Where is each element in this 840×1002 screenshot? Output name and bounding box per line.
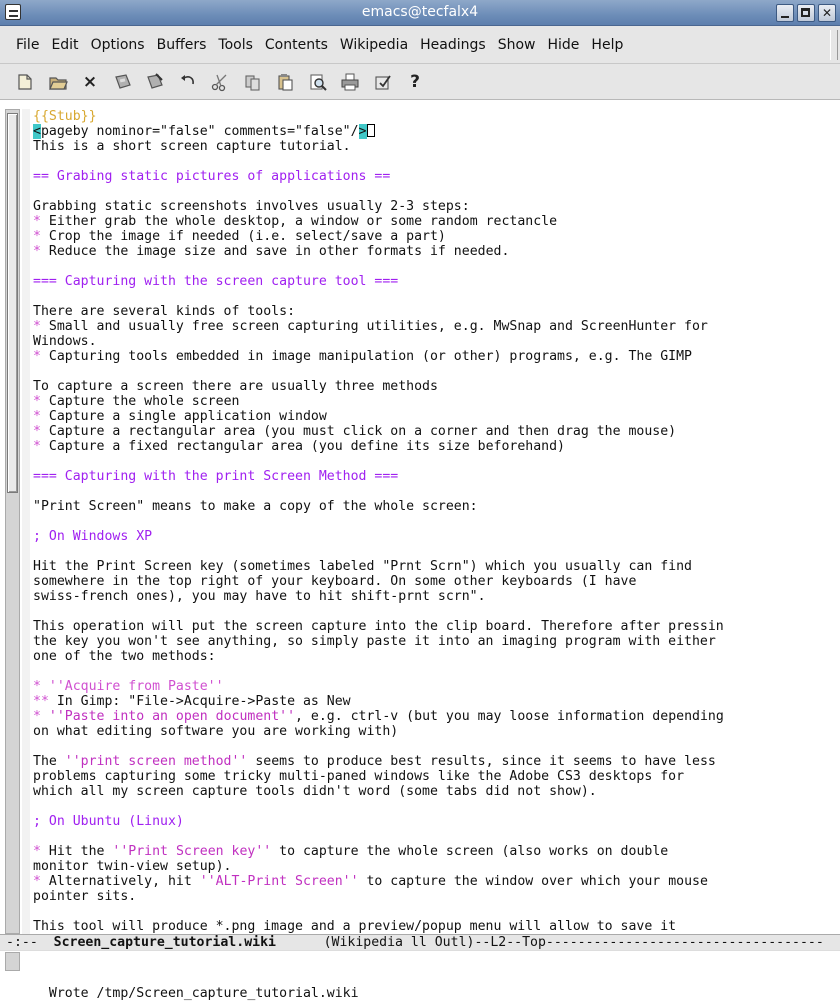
text-bullet: * — [33, 214, 41, 229]
paste-icon[interactable] — [272, 69, 298, 95]
minibuffer-scrollbar[interactable] — [5, 952, 20, 971]
menubar-grip — [830, 30, 838, 60]
buffer-line[interactable] — [33, 424, 823, 439]
text-segment: monitor twin-view setup). — [33, 859, 232, 874]
buffer-line[interactable] — [33, 169, 823, 184]
text-segment: Capture a fixed rectangular area (you define its size beforehand) — [40, 439, 565, 454]
buffer-line[interactable] — [33, 409, 823, 424]
text-bullet: * — [33, 709, 41, 724]
text-segment: which all my screen capture tools didn't word (some tabs did not show). — [33, 784, 597, 799]
save-as-icon[interactable] — [142, 69, 168, 95]
buffer-line[interactable] — [33, 874, 823, 889]
buffer-line[interactable] — [33, 919, 823, 934]
buffer-line[interactable] — [33, 484, 823, 499]
buffer-line[interactable] — [33, 799, 823, 814]
text-segment: This tool will produce *.png image and a preview/popup menu will allow to save it — [33, 919, 677, 934]
buffer-line[interactable] — [33, 859, 823, 874]
text-segment: Grabbing static screenshots involves usually 2-3 steps: — [33, 199, 470, 214]
buffer-line[interactable] — [33, 769, 823, 784]
text-heading: === Capturing with the screen capture tool === — [33, 274, 399, 289]
menu-file[interactable]: File — [16, 36, 40, 53]
text-bullet: * — [33, 874, 41, 889]
copy-icon[interactable] — [240, 69, 266, 95]
buffer-line[interactable] — [33, 754, 823, 769]
buffer-line[interactable] — [33, 604, 823, 619]
modeline-status: -:-- — [6, 935, 54, 950]
menu-hide[interactable]: Hide — [547, 36, 580, 53]
buffer-line[interactable] — [33, 649, 823, 664]
title-bar — [0, 0, 840, 26]
minimize-button[interactable] — [776, 4, 794, 22]
buffer-line[interactable] — [33, 784, 823, 799]
buffer-line[interactable] — [33, 514, 823, 529]
buffer-line[interactable] — [33, 574, 823, 589]
buffer-line[interactable] — [33, 664, 823, 679]
text-emph: ''print screen method'' — [64, 754, 248, 769]
buffer-text[interactable] — [33, 109, 823, 934]
buffer-line[interactable] — [33, 844, 823, 859]
text-segment: problems capturing some tricky multi-paned windows like the Adobe CS3 desktops for — [33, 769, 685, 784]
text-segment: Capture a single application window — [40, 409, 327, 424]
text-segment: Windows. — [33, 334, 97, 349]
modeline-mode-info[interactable]: (Wikipedia ll Outl)--L2--Top----------------------------------- — [275, 935, 824, 950]
menu-show[interactable]: Show — [497, 36, 536, 53]
minimize-icon — [781, 16, 789, 18]
window-controls — [776, 4, 836, 22]
buffer-line[interactable] — [33, 319, 823, 334]
text-segment: on what editing software you are working with) — [33, 724, 399, 739]
menu-tools[interactable]: Tools — [218, 36, 253, 53]
editor-window[interactable] — [0, 104, 840, 934]
echo-message: Wrote /tmp/Screen_capture_tutorial.wiki — [48, 986, 359, 1001]
text-segment: Hit the Print Screen key (sometimes labeled "Prnt Scrn") which you usually can find — [33, 559, 692, 574]
menu-options[interactable]: Options — [90, 36, 145, 53]
buffer-line[interactable] — [33, 124, 823, 139]
text-segment: Either grab the whole desktop, a window or some random rectancle — [40, 214, 558, 229]
text-segment: pointer sits. — [33, 889, 137, 904]
buffer-line[interactable] — [33, 529, 823, 544]
buffer-line[interactable] — [33, 709, 823, 724]
text-heading: === Capturing with the print Screen Method === — [33, 469, 399, 484]
text-segment: somewhere in the top right of your keyboard. On some other keyboards (I have — [33, 574, 637, 589]
text-bullet: * — [33, 844, 41, 859]
buffer-line[interactable] — [33, 619, 823, 634]
text-segment: Capture the whole screen — [40, 394, 240, 409]
menu-wikipedia[interactable]: Wikipedia — [339, 36, 409, 53]
buffer-line[interactable] — [33, 334, 823, 349]
text-heading: ; On Ubuntu (Linux) — [33, 814, 184, 829]
tool-bar — [0, 64, 840, 100]
text-segment: to capture the whole screen (also works on double — [271, 844, 669, 859]
text-segment: seems to produce best results, since it seems to have less — [247, 754, 716, 769]
text-segment: one of the two methods: — [33, 649, 216, 664]
close-window-icon: ✕ — [821, 6, 833, 20]
undo-icon[interactable] — [175, 69, 201, 95]
buffer-line[interactable] — [33, 724, 823, 739]
close-window-button[interactable] — [818, 4, 836, 22]
text-segment: This operation will put the screen capture into the clip board. Therefore after pressin — [33, 619, 724, 634]
help-icon[interactable] — [402, 69, 428, 95]
modeline-buffer-name[interactable]: Screen_capture_tutorial.wiki — [53, 935, 276, 950]
left-fringe — [22, 109, 30, 934]
scrollbar-thumb[interactable] — [7, 113, 18, 493]
text-segment: pageby nominor="false" comments="false"/ — [40, 124, 359, 139]
text-segment: to capture the window over which your mouse — [358, 874, 708, 889]
buffer-line[interactable] — [33, 694, 823, 709]
maximize-icon — [801, 8, 810, 17]
text-bullet: * — [33, 349, 41, 364]
buffer-line[interactable] — [33, 139, 823, 154]
buffer-line[interactable] — [33, 739, 823, 754]
buffer-line[interactable] — [33, 154, 823, 169]
buffer-line[interactable] — [33, 499, 823, 514]
buffer-line[interactable] — [33, 289, 823, 304]
echo-area[interactable] — [0, 950, 840, 1001]
text-segment: the key you won't see anything, so simply paste it into an imaging program with either — [33, 634, 716, 649]
close-icon[interactable] — [77, 69, 103, 95]
menu-headings[interactable]: Headings — [420, 36, 486, 53]
help-glyph: ? — [410, 71, 420, 92]
buffer-line[interactable] — [33, 349, 823, 364]
buffer-line[interactable] — [33, 244, 823, 259]
text-heading: == Grabing static pictures of applications == — [33, 169, 391, 184]
preferences-icon[interactable] — [370, 69, 396, 95]
buffer-line[interactable] — [33, 589, 823, 604]
menu-help[interactable]: Help — [591, 36, 624, 53]
close-glyph: × — [82, 71, 98, 92]
menu-contents[interactable]: Contents — [264, 36, 328, 53]
buffer-line[interactable] — [33, 184, 823, 199]
print-icon[interactable] — [337, 69, 363, 95]
text-segment: Hit the — [40, 844, 113, 859]
text-bullet: * ''Acquire from Paste'' — [33, 679, 224, 694]
buffer-line[interactable] — [33, 889, 823, 904]
buffer-line[interactable] — [33, 559, 823, 574]
text-segment: In Gimp: "File->Acquire->Paste as New — [48, 694, 351, 709]
text-bullet: * — [33, 409, 41, 424]
buffer-line[interactable] — [33, 274, 823, 289]
text-segment: Reduce the image size and save in other formats if needed. — [40, 244, 510, 259]
vertical-scrollbar[interactable] — [5, 109, 20, 934]
window-title: emacs@tecfalx4 — [361, 4, 479, 20]
buffer-line[interactable] — [33, 394, 823, 409]
text-segment: There are several kinds of tools: — [33, 304, 296, 319]
buffer-line[interactable] — [33, 814, 823, 829]
text-segment: The — [33, 754, 65, 769]
text-bullet: * — [33, 244, 41, 259]
buffer-line[interactable] — [33, 454, 823, 469]
menu-bar — [0, 26, 840, 64]
buffer-line[interactable] — [33, 679, 823, 694]
menu-edit[interactable]: Edit — [51, 36, 79, 53]
buffer-line[interactable] — [33, 304, 823, 319]
text-segment: To capture a screen there are usually three methods — [33, 379, 438, 394]
text-tagmark: < — [33, 124, 41, 139]
text-bullet: * — [33, 424, 41, 439]
buffer-line[interactable] — [33, 439, 823, 454]
text-segment: Crop the image if needed (i.e. select/save a part) — [40, 229, 446, 244]
text-bullet: * — [33, 229, 41, 244]
buffer-line[interactable] — [33, 214, 823, 229]
text-emph: ''Paste into an open document'' — [40, 709, 296, 724]
text-segment: Alternatively, hit — [40, 874, 200, 889]
buffer-line[interactable] — [33, 109, 823, 124]
save-icon[interactable] — [110, 69, 136, 95]
text-segment: Small and usually free screen capturing utilities, e.g. MwSnap and ScreenHunter for — [40, 319, 708, 334]
text-segment: swiss-french ones), you may have to hit shift-prnt scrn". — [33, 589, 486, 604]
buffer-line[interactable] — [33, 379, 823, 394]
buffer-line[interactable] — [33, 544, 823, 559]
buffer-line[interactable] — [33, 364, 823, 379]
text-segment: "Print Screen" means to make a copy of the whole screen: — [33, 499, 478, 514]
open-folder-icon[interactable] — [45, 69, 71, 95]
buffer-line[interactable] — [33, 469, 823, 484]
text-bullet: ** — [33, 694, 49, 709]
new-file-icon[interactable] — [12, 69, 38, 95]
cut-icon[interactable] — [207, 69, 233, 95]
menu-buffers[interactable]: Buffers — [156, 36, 207, 53]
text-bullet: * — [33, 439, 41, 454]
text-emph: ''ALT-Print Screen'' — [199, 874, 359, 889]
text-temp: {{Stub}} — [33, 109, 97, 124]
text-segment: Capturing tools embedded in image manipulation (or other) programs, e.g. The GIMP — [40, 349, 692, 364]
buffer-line[interactable] — [33, 904, 823, 919]
text-emph: ''Print Screen key'' — [112, 844, 272, 859]
text-bullet: * — [33, 394, 41, 409]
buffer-line[interactable] — [33, 634, 823, 649]
text-segment: This is a short screen capture tutorial. — [33, 139, 351, 154]
buffer-line[interactable] — [33, 829, 823, 844]
text-tagmark: > — [358, 124, 367, 139]
search-icon[interactable] — [305, 69, 331, 95]
text-segment: , e.g. ctrl-v (but you may loose information depending — [295, 709, 724, 724]
buffer-line[interactable] — [33, 229, 823, 244]
text-cursor — [367, 124, 375, 137]
buffer-line[interactable] — [33, 199, 823, 214]
buffer-line[interactable] — [33, 259, 823, 274]
mode-line[interactable] — [0, 934, 840, 950]
text-segment: Capture a rectangular area (you must click on a corner and then drag the mouse) — [40, 424, 677, 439]
maximize-button[interactable] — [797, 4, 815, 22]
text-bullet: * — [33, 319, 41, 334]
text-heading: ; On Windows XP — [33, 529, 153, 544]
